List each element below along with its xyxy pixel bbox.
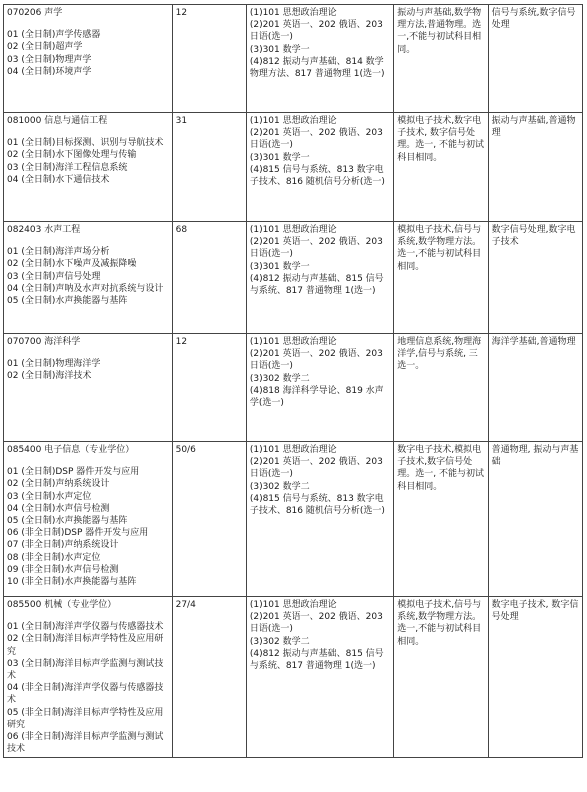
quota-cell: 68: [172, 222, 246, 334]
direction-item: 01 (全日制)海洋声学仪器与传感器技术: [7, 622, 164, 633]
direction-item: 03 (全日制)物理声学: [7, 54, 92, 65]
exam-item: (4)812 振动与声基础、814 数学物理方法、817 普通物理 1(选一): [249, 56, 385, 80]
major-cell: [4, 442, 173, 597]
exam-item: (3)302 数学二: [249, 373, 310, 384]
exam-item: (2)201 英语一、202 俄语、203 日语(选一): [249, 237, 383, 260]
exam-item: (4)812 振动与声基础、815 信号与系统、817 普通物理 1(选一): [249, 273, 384, 297]
table-row: [4, 113, 583, 222]
direction-item: 04 (全日制)声呐及水声对抗系统与设计: [7, 283, 164, 294]
direction-item: 10 (非全日制)水声换能器与基阵: [7, 577, 137, 588]
direction-item: 06 (非全日制)DSP 器件开发与应用: [7, 528, 149, 539]
direction-item: 02 (全日制)超声学: [7, 42, 83, 53]
direction-item: 04 (全日制)水下通信技术: [7, 174, 110, 185]
table-row: [4, 597, 583, 758]
direction-item: 04 (非全日制)海洋声学仪器与传感器技术: [7, 683, 164, 706]
exam-subjects-cell: [246, 222, 393, 334]
direction-item: 02 (全日制)水下图像处理与传输: [7, 150, 137, 161]
direction-item: 04 (全日制)环境声学: [7, 66, 92, 77]
direction-item: 01 (全日制)物理海洋学: [7, 359, 101, 370]
exam-subjects-cell: [246, 597, 393, 758]
direction-item: 01 (全日制)目标探测、识别与导航技术: [7, 138, 164, 149]
major-cell: [4, 5, 173, 113]
equal-ability-cell: 海洋学基础,普通物理: [488, 334, 582, 442]
table-row: [4, 5, 583, 113]
equal-ability-cell: 信号与系统,数字信号处理: [488, 5, 582, 113]
major-code-name: 070700 海洋科学: [7, 337, 81, 347]
exam-item: (3)301 数学一: [249, 152, 310, 163]
direction-item: 03 (全日制)海洋目标声学监测与测试技术: [7, 658, 164, 682]
direction-item: 01 (全日制)海洋声场分析: [7, 247, 110, 258]
direction-item: 05 (非全日制)海洋目标声学特性及应用研究: [7, 707, 164, 730]
exam-item: (2)201 英语一、202 俄语、203 日语(选一): [249, 457, 383, 480]
exam-item: (2)201 英语一、202 俄语、203 日语(选一): [249, 612, 383, 635]
direction-item: 02 (全日制)水下噪声及减振降噪: [7, 259, 137, 270]
table-row: [4, 222, 583, 334]
direction-item: 05 (全日制)水声换能器与基阵: [7, 296, 128, 307]
retest-subjects-cell: 数字电子技术,模拟电子技术,数字信号处理。选一, 不能与初试科目相同。: [394, 442, 488, 597]
equal-ability-cell: 普通物理, 振动与声基础: [488, 442, 582, 597]
exam-item: (1)101 思想政治理论: [249, 225, 337, 235]
direction-item: 09 (非全日制)水声信号检测: [7, 564, 119, 575]
retest-subjects-cell: 模拟电子技术,信号与系统,数学物理方法。选一,不能与初试科目相同。: [394, 597, 488, 758]
exam-item: (4)815 信号与系统、813 数字电子技术、816 随机信号分析(选一): [249, 164, 385, 188]
exam-item: (3)302 数学二: [249, 636, 310, 647]
direction-item: 05 (全日制)水声换能器与基阵: [7, 516, 128, 527]
direction-item: 03 (全日制)海洋工程信息系统: [7, 162, 128, 173]
direction-item: 01 (全日制)DSP 器件开发与应用: [7, 467, 140, 478]
equal-ability-cell: 数字信号处理,数字电子技术: [488, 222, 582, 334]
exam-item: (1)101 思想政治理论: [249, 116, 337, 126]
quota-cell: 31: [172, 113, 246, 222]
direction-item: 02 (全日制)声纳系统设计: [7, 479, 110, 490]
direction-item: 03 (全日制)水声定位: [7, 491, 92, 502]
direction-item: 04 (全日制)水声信号检测: [7, 503, 110, 514]
exam-item: (2)201 英语一、202 俄语、203 日语(选一): [249, 349, 383, 372]
exam-item: (1)101 思想政治理论: [249, 337, 337, 347]
major-code-name: 081000 信息与通信工程: [7, 116, 108, 126]
major-code-name: 085400 电子信息（专业学位）: [7, 445, 135, 455]
direction-item: 03 (全日制)声信号处理: [7, 271, 101, 282]
admissions-table: [3, 4, 583, 758]
exam-subjects-cell: [246, 113, 393, 222]
exam-item: (3)301 数学一: [249, 44, 310, 55]
exam-item: (4)812 振动与声基础、815 信号与系统、817 普通物理 1(选一): [249, 648, 384, 672]
quota-cell: 27/4: [172, 597, 246, 758]
equal-ability-cell: 数字电子技术, 数字信号处理: [488, 597, 582, 758]
major-cell: [4, 113, 173, 222]
direction-item: 07 (非全日制)声纳系统设计: [7, 540, 119, 551]
exam-item: (1)101 思想政治理论: [249, 445, 337, 455]
retest-subjects-cell: 地理信息系统,物理海洋学,信号与系统, 三选一。: [394, 334, 488, 442]
direction-item: 02 (全日制)海洋技术: [7, 371, 92, 382]
major-code-name: 070206 声学: [7, 8, 63, 18]
major-cell: [4, 597, 173, 758]
direction-item: 06 (非全日制)海洋目标声学监测与测试技术: [7, 732, 164, 755]
exam-subjects-cell: [246, 5, 393, 113]
table-row: [4, 334, 583, 442]
quota-cell: 12: [172, 334, 246, 442]
retest-subjects-cell: 模拟电子技术,信号与系统,数学物理方法。选一,不能与初试科目相同。: [394, 222, 488, 334]
exam-item: (3)302 数学二: [249, 481, 310, 492]
exam-item: (3)301 数学一: [249, 261, 310, 272]
major-code-name: 085500 机械（专业学位）: [7, 600, 117, 610]
quota-cell: 50/6: [172, 442, 246, 597]
direction-item: 01 (全日制)声学传感器: [7, 30, 101, 41]
exam-item: (2)201 英语一、202 俄语、203 日语(选一): [249, 20, 383, 43]
major-cell: [4, 222, 173, 334]
exam-item: (4)818 海洋科学导论、819 水声学(选一): [249, 385, 384, 409]
exam-item: (4)815 信号与系统、813 数字电子技术、816 随机信号分析(选一): [249, 493, 385, 517]
exam-item: (1)101 思想政治理论: [249, 8, 337, 18]
exam-item: (1)101 思想政治理论: [249, 600, 337, 610]
exam-subjects-cell: [246, 442, 393, 597]
exam-item: (2)201 英语一、202 俄语、203 日语(选一): [249, 128, 383, 151]
direction-item: 08 (非全日制)水声定位: [7, 552, 101, 563]
retest-subjects-cell: 振动与声基础,数学物理方法,普通物理。选一,不能与初试科目相同。: [394, 5, 488, 113]
major-cell: [4, 334, 173, 442]
quota-cell: 12: [172, 5, 246, 113]
equal-ability-cell: 振动与声基础,普通物理: [488, 113, 582, 222]
table-row: [4, 442, 583, 597]
exam-subjects-cell: [246, 334, 393, 442]
direction-item: 02 (全日制)海洋目标声学特性及应用研究: [7, 634, 164, 657]
retest-subjects-cell: 模拟电子技术,数字电子技术, 数字信号处理。选一, 不能与初试科目相同。: [394, 113, 488, 222]
major-code-name: 082403 水声工程: [7, 225, 81, 235]
